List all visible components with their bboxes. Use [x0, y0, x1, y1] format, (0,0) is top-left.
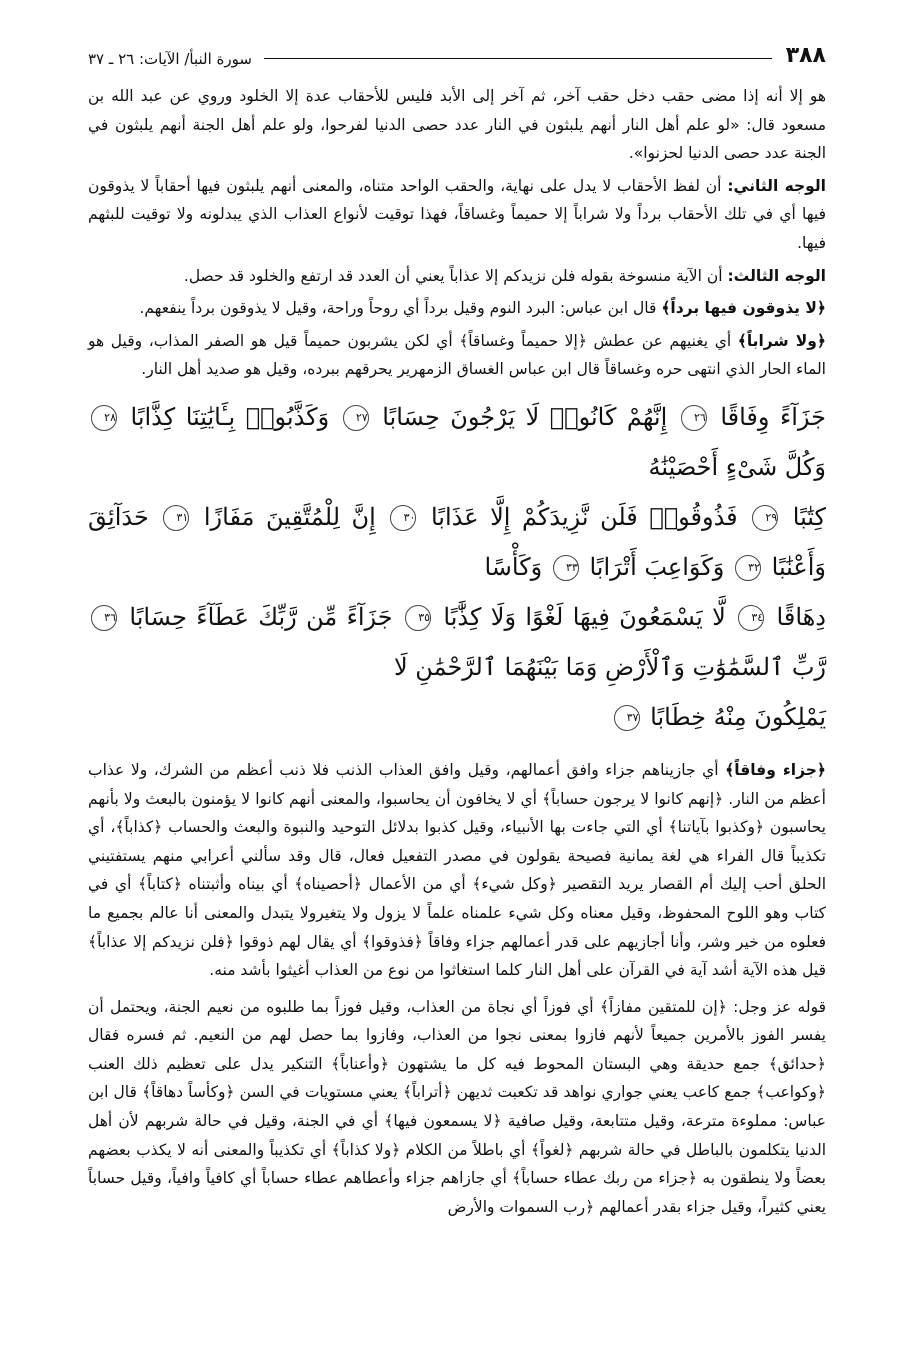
ayah-number-icon: ٣٥ [405, 605, 431, 631]
verse-text: جَزَآءً وِفَاقًا [720, 402, 827, 431]
verse-line [88, 492, 826, 592]
quran-verses [88, 392, 826, 742]
verse-line [88, 692, 826, 742]
ayah-number-icon: ٣٢ [735, 555, 761, 581]
verse-text: إِنَّ لِلْمُتَّقِينَ مَفَازًا [203, 502, 376, 531]
ayah-number-icon: ٣٣ [553, 555, 579, 581]
header-title: سورة النبأ/ الآيات: ٢٦ ـ ٣٧ [88, 50, 252, 68]
verse-text: يَمْلِكُونَ مِنْهُ خِطَابًا [650, 702, 826, 731]
paragraph [88, 82, 826, 168]
verse-text: جَزَآءً مِّن رَّبِّكَ عَطَآءً حِسَابًا [129, 602, 393, 631]
paragraph [88, 262, 826, 291]
ayah-number-icon: ٣٤ [738, 605, 764, 631]
commentary-paragraph [88, 993, 826, 1222]
paragraph-lead: ﴿ولا شراباً﴾ [737, 331, 826, 350]
commentary-paragraph [88, 756, 826, 985]
paragraph-lead: ﴿لا يذوقون فيها برداً﴾ [661, 299, 826, 318]
paragraph-lead: الوجه الثاني: [727, 176, 826, 195]
ayah-number-icon: ٣٧ [614, 705, 640, 731]
paragraph-lead: ﴿جزاء وفاقاً﴾ [725, 760, 827, 779]
verse-line [88, 392, 826, 492]
paragraph-text: أي يغنيهم عن عطش ﴿إلا حميماً وغساقاً﴾ أي لكن يشربون حميماً قيل هو الصفر المذاب، وقيل هو الماء الحار الذي انتهى حره وغساقاً قال ابن عباس الغساق الزمهرير يحرقهم ببرده، وقيل هو صديد أهل النار. [88, 331, 826, 379]
ayah-number-icon: ٢٨ [91, 405, 117, 431]
paragraph-text: أن لفظ الأحقاب لا يدل على نهاية، والحقب الواحد متناه، والمعنى أنهم يلبثون فيها أحقاباً لا يذوقون فيها أي في تلك الأحقاب برداً ولا شراباً إلا حميماً وغساقاً، فهذا توقيت لأنواع العذاب الذي يبدلونه ولا توقيت للبثهم فيها. [88, 176, 826, 252]
page-header [88, 34, 826, 68]
verse-text: وَكَذَّبُوا۟ بِـَٔايَٰتِنَا كِذَّابًا [130, 402, 330, 431]
paragraph [88, 172, 826, 258]
paragraph [88, 294, 826, 323]
verse-text: فَذُوقُوا۟ فَلَن نَّزِيدَكُمْ إِلَّا عَذَابًا [430, 502, 738, 531]
paragraph-text: أن الآية منسوخة بقوله فلن نزيدكم إلا عذاباً يعني أن العدد قد ارتفع والخلود قد حصل. [183, 266, 728, 285]
paragraph-text: أي جازيناهم جزاء وافق أعمالهم، وقيل وافق العذاب الذنب فلا ذنب أعظم من الشرك، ولا عذاب أعظم من النار. ﴿إنهم كانوا لا يرجون حساباً﴾ أي لا يخافون أن يحاسبوا، والمعنى أنهم كانوا لا يؤمنون بالبعث ولا بأنهم يحاسبون ﴿وكذبوا بآياتنا﴾ أي التي جاءت بها الأنبياء، وقيل كذبوا بدلائل التوحيد والنبوة والبعث والحساب ﴿كذاباً﴾، أي تكذيباً قال الفراء هي لغة يمانية فصيحة يقولون في مصدر التفعيل فعال، قال وقد سألني أعرابي منهم يستفتيني الحلق أحب إليك أم القصار يريد التقصير ﴿وكل شيء﴾ أي من الأعمال ﴿أحصيناه﴾ أي بيناه وأثبتناه ﴿كتاباً﴾ أي في كتاب وهو اللوح المحفوظ، وقيل معناه وكل شيء علمناه علماً لا يزول ولا يتغيرولا يتبدل والمعنى أنا عالم بجميع ما فعلوه من خير وشر، وأنا أجازيهم على قدر أعمالهم جزاء وفاقاً ﴿فذوقوا﴾ أي يقال لهم ذوقوا ﴿فلن نزيدكم إلا عذاباً﴾ قيل هذه الآية أشد آية في القرآن على أهل النار كلما استغاثوا من نوع من العذاب أغيثوا بأشد منه. [88, 760, 826, 980]
verse-text: وَكَأْسًا [484, 552, 543, 581]
verse-text: إِنَّهُمْ كَانُوا۟ لَا يَرْجُونَ حِسَابًا [382, 402, 668, 431]
paragraph [88, 327, 826, 384]
page-content [88, 82, 826, 1221]
paragraph-text: قال ابن عباس: البرد النوم وقيل برداً أي روحاً وراحة، وقيل لا يذوقون برداً ينفعهم. [139, 299, 662, 318]
header-rule [264, 58, 772, 59]
verse-line [88, 592, 826, 692]
verse-text: كِتَٰبًا [792, 502, 826, 531]
verse-text: رَّبِّ ٱلسَّمَٰوَٰتِ وَٱلْأَرْضِ وَمَا بَيْنَهُمَا ٱلرَّحْمَٰنِ لَا [393, 652, 826, 681]
page-number: ٣٨٨ [785, 43, 826, 68]
ayah-number-icon: ٣١ [163, 505, 189, 531]
ayah-number-icon: ٢٦ [681, 405, 707, 431]
paragraph-text: قوله عز وجل: ﴿إن للمتقين مفازاً﴾ أي فوزاً أي نجاة من العذاب، وقيل فوزاً بما طلبوه من نعيم الجنة، ويحتمل أن يفسر الفوز بالأمرين جميعاً لأنهم فازوا بمعنى نجوا من العذاب، وفازوا بما حصل لهم من النعيم. ثم فسره فقال ﴿حدائق﴾ جمع حديقة وهي البستان المحوط فيه كل ما يشتهون ﴿وأعناباً﴾ التنكير يدل على تعظيم ذلك العنب ﴿وكواعب﴾ جمع كاعب يعني جواري نواهد قد تكعبت ثديهن ﴿أتراباً﴾ يعني مستويات في السن ﴿وكأساً دهاقاً﴾ قال ابن عباس: مملوءة مترعة، وقيل متتابعة، وقيل صافية ﴿لا يسمعون فيها﴾ أي في الجنة، وقيل في حالة شربهم لأن أهل الدنيا يتكلمون بالباطل في حالة شربهم ﴿لغواً﴾ أي باطلاً من الكلام ﴿ولا كذاباً﴾ أي تكذيباً والمعنى أنه لا يكذب بعضهم بعضاً ولا ينطقون به ﴿جزاء من ربك عطاء حساباً﴾ أي جازاهم جزاء وأعطاهم عطاء حساباً أي كافياً وافياً، وقيل حساباً يعني كثيراً، وقيل جزاء بقدر أعمالهم ﴿رب السموات والأرض [88, 997, 826, 1216]
verse-text: وَكُلَّ شَىْءٍ أَحْصَيْنَٰهُ [648, 452, 826, 481]
ayah-number-icon: ٢٧ [343, 405, 369, 431]
verse-text: لَّا يَسْمَعُونَ فِيهَا لَغْوًا وَلَا كِذَّٰبًا [443, 602, 726, 631]
ayah-number-icon: ٣٠ [390, 505, 416, 531]
ayah-number-icon: ٢٩ [752, 505, 778, 531]
paragraph-lead: الوجه الثالث: [727, 266, 826, 285]
verse-text: حَدَآئِقَ وَأَعْنَٰبًا [88, 502, 826, 581]
verse-text: وَكَوَاعِبَ أَتْرَابًا [589, 552, 725, 581]
verse-text: دِهَاقًا [776, 602, 826, 631]
paragraph-text: هو إلا أنه إذا مضى حقب دخل حقب آخر، ثم آخر إلى الأبد فليس للأحقاب عدة إلا الخلود وروي عن عبد الله بن مسعود قال: «لو علم أهل النار أنهم يلبثون في النار عدد حصى الدنيا لفرحوا، ولو علم أهل الجنة أنهم يلبثون في الجنة عدد حصى الدنيا لحزنوا». [88, 87, 826, 163]
ayah-number-icon: ٣٦ [91, 605, 117, 631]
